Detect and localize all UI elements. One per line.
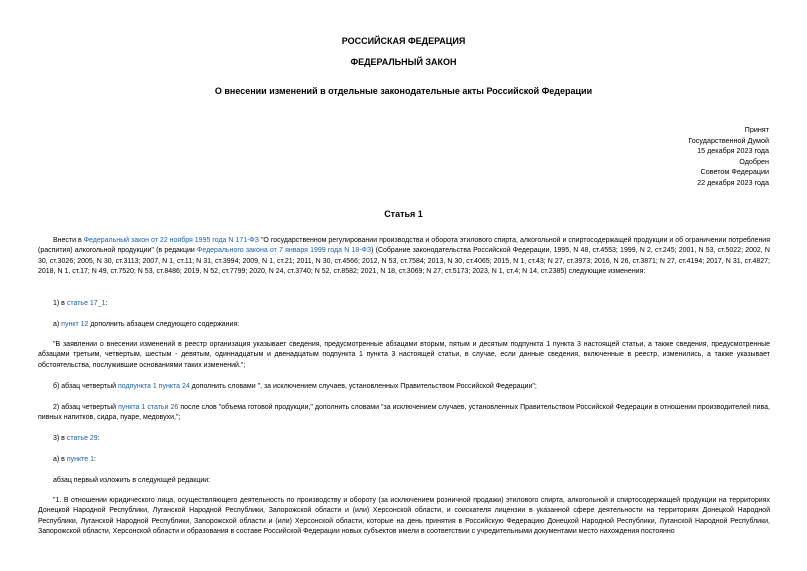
link-article-29[interactable]: статье 29 — [66, 435, 98, 442]
intro-text-c: ) (Собрание законодательства Российской Федерации, 1995, N 48, ст.4553; 1999, N 2, ст.245; 2001, N 53, ст.5022; 2002, N 30, ст.3026; 2005, N 30, ст.3113; 2007, N 1, ст.11; N 31, ст.3994; 2009, N 1, ст.21; 2011, N 30, ст.4566; 2012, N 53, ст.7584; 2013, N 30, ст.4065; 2015, N 1, ст.43; N 27, ст.3973; 2016, N 26, ст.3871; N 27, ст.4194; 2017, N 31, ст.4827; 2018, N 1, ст.17; N 49, ст.7520; N 53, ст.8486; 2019, N 52, ст.7799; 2020, N 24, ст.3740; N 52, ст.8582; 2021, N 18, ст.3069; N 27, ст.5173; 2023, N 1, ст.4; N 14, ст.2385) следующие изменения: — [38, 247, 770, 276]
article-heading: Статья 1 — [384, 209, 423, 219]
item-3-text-b: : — [97, 435, 100, 442]
law-title: О внесении изменений в отдельные законодательные акты Российской Федерации — [214, 86, 593, 96]
link-point-1-article-26[interactable]: пункта 1 статьи 26 — [118, 404, 179, 411]
item-1-text-a: 1) в — [53, 300, 67, 307]
item-1b — [38, 382, 770, 392]
item-1b-text-b: дополнить словами ", за исключением случаев, установленных Правительством Российской Федерации"; — [189, 383, 537, 390]
item-1a-text-b: дополнить абзацем следующего содержания: — [88, 321, 240, 328]
item-2-text-b: после слов "объема готовой продукции," дополнить словами "за исключением случаев, установленных Правительством Российской Федерации в отношении производителей пива, пивных напитков, сидра, пуаре, медовухи,"; — [38, 404, 770, 422]
item-1 — [38, 299, 770, 309]
item-1a-text-a: а) — [53, 321, 62, 328]
adoption-block — [688, 125, 769, 189]
item-2-text-a: 2) абзац четвертый — [53, 404, 119, 411]
intro-text-b: "О государственном регулировании производства и оборота этилового спирта, алкогольной и спиртосодержащей продукции и об ограничении потребления (распития) алкогольной продукции" (в редакции — [38, 237, 771, 255]
item-3a-sub: абзац первый изложить в следующей редакции: — [53, 477, 211, 484]
approved-label: Одобрен — [739, 156, 769, 166]
adopted-label: Принят — [744, 125, 769, 134]
approved-date: 22 декабря 2023 года — [697, 177, 769, 187]
quote-2: "1. В отношении юридического лица, осуществляющего деятельность по производству и обороту (за исключением розничной продажи) этилового спирта, алкогольной и спиртосодержащей продукции на территориях Донецкой Народной Республики, Луганской Народной Республики, Запорожской области и (или) Херсонской области, и соискателя лицензии в указанной сфере деятельности на территориях Донецкой Народной Республики, Луганской Народной Республики, Запорожской области и (или) Херсонской области, которые на день принятия в Российскую Федерацию Донецкой Народной Республики, Луганской Народной Республики, Запорожской области, Херсонской области и образования в составе Российской Федерации новых субъектов имели в соответствии с учредительными документами место нахождения постоянно — [38, 497, 770, 536]
item-1-text-b: : — [105, 300, 108, 307]
item-3a — [38, 455, 770, 465]
link-federal-law-18[interactable]: Федерального закона от 7 января 1999 года N 18-ФЗ — [197, 247, 372, 255]
quote-1: "В заявлении о внесении изменений в реестр организация указывает сведения, предусмотренные абзацами вторым, пятым и десятым подпункта 1 пункта 3 настоящей статьи, а также сведения, предусмотренные абзацами третьим, четвертым, шестым - девятым, одиннадцатым и двенадцатым подпункта 1 пункта 3 настоящей статьи, в случае, если данные сведения, включенные в реестр, изменились, а также указывает обстоятельства, послужившие основаниями таких изменений."; — [38, 341, 770, 369]
law-type-heading: ФЕДЕРАЛЬНЫЙ ЗАКОН — [350, 57, 457, 67]
intro-paragraph — [38, 236, 770, 278]
item-2 — [38, 403, 770, 424]
item-3a-text-b: : — [94, 456, 96, 463]
link-subpoint-1-point-24[interactable]: подпункта 1 пункта 24 — [117, 383, 190, 390]
item-1a — [38, 320, 770, 330]
link-article-17-1[interactable]: статье 17_1 — [66, 300, 106, 307]
adopted-by: Государственной Думой — [688, 135, 769, 145]
approved-by: Советом Федерации — [700, 167, 769, 177]
link-federal-law-171[interactable]: Федеральный закон от 22 ноября 1995 года N 171-ФЗ — [83, 237, 259, 244]
item-1b-text-a: б) абзац четвертый — [53, 383, 118, 390]
link-point-1[interactable]: пункте 1 — [66, 456, 94, 463]
adopted-date: 15 декабря 2023 года — [697, 146, 769, 156]
item-3a-text-a: а) в — [53, 456, 67, 463]
item-3-text-a: 3) в — [53, 435, 67, 442]
item-3 — [38, 434, 770, 444]
link-point-12[interactable]: пункт 12 — [61, 321, 89, 328]
intro-text-a: Внести в — [53, 237, 84, 244]
country-heading: РОССИЙСКАЯ ФЕДЕРАЦИЯ — [341, 36, 466, 46]
